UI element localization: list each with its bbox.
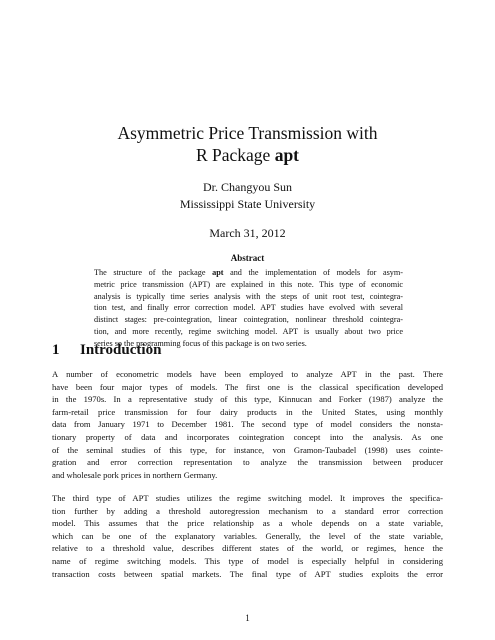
abstract-line: analysis is typically time series analysis with the steps of unit root test, cointegra- xyxy=(94,291,403,301)
abstract-text: The structure of the package xyxy=(94,268,213,277)
intro-paragraph-2 xyxy=(52,492,443,580)
author-block xyxy=(0,179,495,213)
section-heading-introduction xyxy=(52,340,452,360)
author-affiliation: Mississippi State University xyxy=(179,197,316,211)
title-line-2-prefix: R Package xyxy=(195,145,275,165)
intro-paragraph-1 xyxy=(52,368,443,481)
title-line-1: Asymmetric Price Transmission with xyxy=(117,123,378,143)
abstract-line: distinct stages: pre-cointegration, linear cointegration, nonlinear threshold cointegra- xyxy=(94,315,403,325)
abstract-line: series so the programming focus of this package is on two series. xyxy=(94,338,307,348)
paragraph-line: in the 1970s. In a representative study of this type, Kinnucan and Forker (1987) analyze the xyxy=(52,394,443,405)
paragraph-line: A number of econometric models have been employed to analyze APT in the past. There xyxy=(52,369,443,379)
paragraph-line: The third type of APT studies utilizes the regime switching model. It improves the specifica- xyxy=(52,493,443,503)
title-line-2 xyxy=(0,144,495,166)
paragraph-line: transaction costs between spatial markets. The final type of APT studies exploits the error xyxy=(52,568,443,579)
paragraph-line: have been four major types of models. The first one is the classical specification developed xyxy=(52,381,443,392)
paragraph-line: of the seminal studies of this type, for instance, von Gramon-Taubadel (1998) uses cointe- xyxy=(52,444,443,455)
abstract-text: and the implementation of models for asym- xyxy=(223,268,404,277)
paper-title xyxy=(0,122,495,166)
paragraph-line: data from January 1971 to December 1981. The second type of model considers the nonsta- xyxy=(52,419,443,430)
abstract-package-name: apt xyxy=(212,268,224,277)
paragraph-line: gration and error correction representation to analyze the transmission between producer xyxy=(52,457,443,468)
paragraph-line: name of regime switching models. This type of model is especially helpful in considering xyxy=(52,555,443,566)
paper-date: March 31, 2012 xyxy=(209,226,286,240)
title-package-name: apt xyxy=(274,145,300,165)
paragraph-line: which can be one of the explanatory variables. Generally, the level of the state variable, xyxy=(52,530,443,541)
abstract-heading: Abstract xyxy=(230,253,265,263)
paragraph-line: farm-retail price transmission for four dairy products in the United States, using monthly xyxy=(52,406,443,417)
paragraph-line: model. This assumes that the price relationship as a whole depends on a state variable, xyxy=(52,518,443,529)
abstract-body xyxy=(94,267,403,350)
abstract-line: tion test, and finally error correction model. APT studies have evolved with several xyxy=(94,303,403,313)
paragraph-line: and wholesale pork prices in northern Germany. xyxy=(52,469,218,480)
section-title: Introduction xyxy=(80,342,162,358)
abstract-line xyxy=(94,267,403,279)
author-name: Dr. Changyou Sun xyxy=(202,180,292,194)
paragraph-line: tion further by adding a threshold autoregression mechanism to a standard error correction xyxy=(52,505,443,516)
paragraph-line: tionary property of data and incorporates cointegration concept into the analysis. As one xyxy=(52,431,443,442)
abstract-line: tion, and more recently, regime switching model. APT is usually about two price xyxy=(94,326,403,336)
paragraph-line: relative to a threshold value, describes different states of the world, or regimes, hence the xyxy=(52,543,443,554)
section-number: 1 xyxy=(52,342,60,358)
page-number: 1 xyxy=(245,613,250,623)
abstract-line: metric price transmission (APT) are explained in this note. This type of economic xyxy=(94,279,403,289)
